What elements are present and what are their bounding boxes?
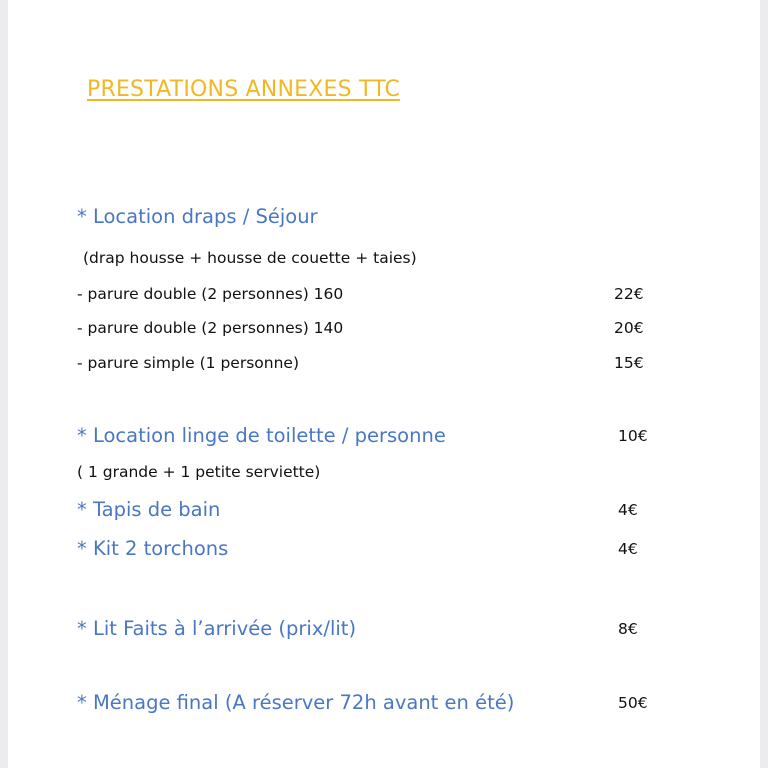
list-item-price: 15€: [614, 354, 644, 372]
section-heading-tapis: * Tapis de bain: [77, 498, 221, 521]
document-page: [8, 0, 760, 768]
section-heading-linge: * Location linge de toilette / personne: [77, 424, 446, 447]
list-item-price: 20€: [614, 319, 644, 337]
section-price-menage: 50€: [618, 694, 648, 712]
list-item-label: - parure simple (1 personne): [77, 354, 300, 372]
page-title: PRESTATIONS ANNEXES TTC: [87, 77, 401, 102]
list-item-label: - parure double (2 personnes) 140: [77, 319, 344, 337]
section-heading-draps: * Location draps / Séjour: [77, 205, 318, 228]
section-note-linge: ( 1 grande + 1 petite serviette): [77, 463, 321, 481]
section-price-lits: 8€: [618, 620, 638, 638]
section-heading-torchons: * Kit 2 torchons: [77, 537, 229, 560]
section-price-torchons: 4€: [618, 540, 638, 558]
list-item-label: - parure double (2 personnes) 160: [77, 285, 344, 303]
section-price-linge: 10€: [618, 427, 648, 445]
section-price-tapis: 4€: [618, 501, 638, 519]
section-heading-lits: * Lit Faits à l’arrivée (prix/lit): [77, 617, 357, 640]
section-note-draps: (drap housse + housse de couette + taies): [83, 249, 417, 267]
section-heading-menage: * Ménage final (A réserver 72h avant en été): [77, 691, 515, 714]
list-item-price: 22€: [614, 285, 644, 303]
